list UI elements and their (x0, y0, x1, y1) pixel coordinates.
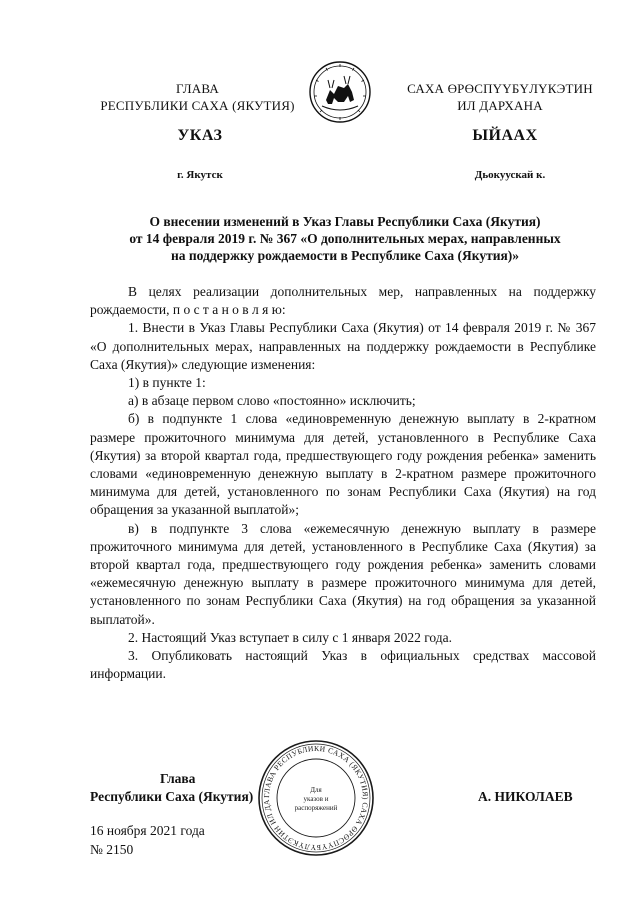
seal-inner-line1: Для (310, 786, 322, 794)
paragraph-subitem-1: 1) в пункте 1: (128, 375, 206, 391)
header-left-block (60, 80, 335, 114)
seal-inner-line2: указов и (303, 795, 329, 803)
paragraph-subitem-v: в) в подпункте 3 слова «ежемесячную денежную выплату в размере прожиточного минимума для детей, установленного в Республике Саха (Якутия) за второй квартал года, предшествующего году рождения ребенка» заменить словами «ежемесячную денежную выплату в размере прожиточного минимума для детей, установленного по зонам Республики Саха (Якутия) на год обращения за указанной выплатой». (90, 520, 596, 627)
doc-type-right: ЫЙААХ (472, 127, 538, 144)
document-body (90, 283, 596, 683)
city-right: Дьокуускай к. (474, 169, 546, 181)
title-line3: на поддержку рождаемости в Республике Саха (Якутия)» (170, 248, 520, 263)
paragraph-subitem-a: а) в абзаце первом слово «постоянно» исключить; (128, 393, 416, 409)
paragraph-preamble: В целях реализации дополнительных мер, направленных на поддержку рождаемости, п о с т а н о в л я ю: (90, 284, 596, 318)
header-left-line2: РЕСПУБЛИКИ САХА (ЯКУТИЯ) (100, 98, 295, 113)
document-date: 16 ноября 2021 года (90, 823, 205, 838)
paragraph-subitem-b: б) в подпункте 1 слова «единовременную денежную выплату в 2-кратном размере прожиточного минимума для детей, установленного в Республике Саха (Якутия) за второй квартал года, предшествующего году рождения ребенка» заменить словами «единовременную денежную выплату в 2-кратном размере прожиточного минимума для детей, установленного по зонам Республики Саха (Якутия) на год обращения за указанной выплатой»; (90, 411, 596, 518)
title-line1: О внесении изменений в Указ Главы Республики Саха (Якутия) (149, 214, 541, 229)
paragraph-item-2: 2. Настоящий Указ вступает в силу с 1 января 2022 года. (128, 629, 452, 645)
document-footer (90, 821, 290, 859)
city-left: г. Якутск (177, 169, 223, 181)
signature-role-line1: Глава (160, 771, 196, 786)
title-line2: от 14 февраля 2019 г. № 367 «О дополнительных мерах, направленных (129, 231, 561, 246)
header-left-line1: ГЛАВА (176, 81, 219, 96)
paragraph-item-1: 1. Внести в Указ Главы Республики Саха (Якутия) от 14 февраля 2019 г. № 367 «О дополнительных мерах, направленных на поддержку рождаемости в Республике Саха (Якутия)» следующие изменения: (90, 320, 596, 372)
signature-role-line2: Республики Саха (Якутия) (90, 789, 254, 804)
doc-type-left: УКАЗ (177, 127, 223, 144)
document-number: № 2150 (90, 842, 134, 857)
signature-name: А. НИКОЛАЕВ (478, 789, 573, 804)
seal-inner-line3: распоряжений (294, 804, 338, 812)
header-right-line1: САХА ӨРӨСПҮҮБҮЛҮКЭТИН (407, 81, 593, 96)
header-right-block (375, 80, 625, 114)
coat-of-arms-emblem (308, 58, 372, 126)
paragraph-item-3: 3. Опубликовать настоящий Указ в официальных средствах массовой информации. (90, 648, 596, 682)
signature-role (90, 770, 270, 806)
document-title (60, 213, 630, 264)
emblem-icon (308, 58, 372, 126)
seal-outer-text: ГЛАВА РЕСПУБЛИКИ САХА (ЯКУТИЯ) САХА ӨРӨСПҮҮБҮЛҮКЭТИН ИЛ ДА (261, 743, 371, 853)
header-right-line2: ИЛ ДАРХАНА (457, 98, 543, 113)
